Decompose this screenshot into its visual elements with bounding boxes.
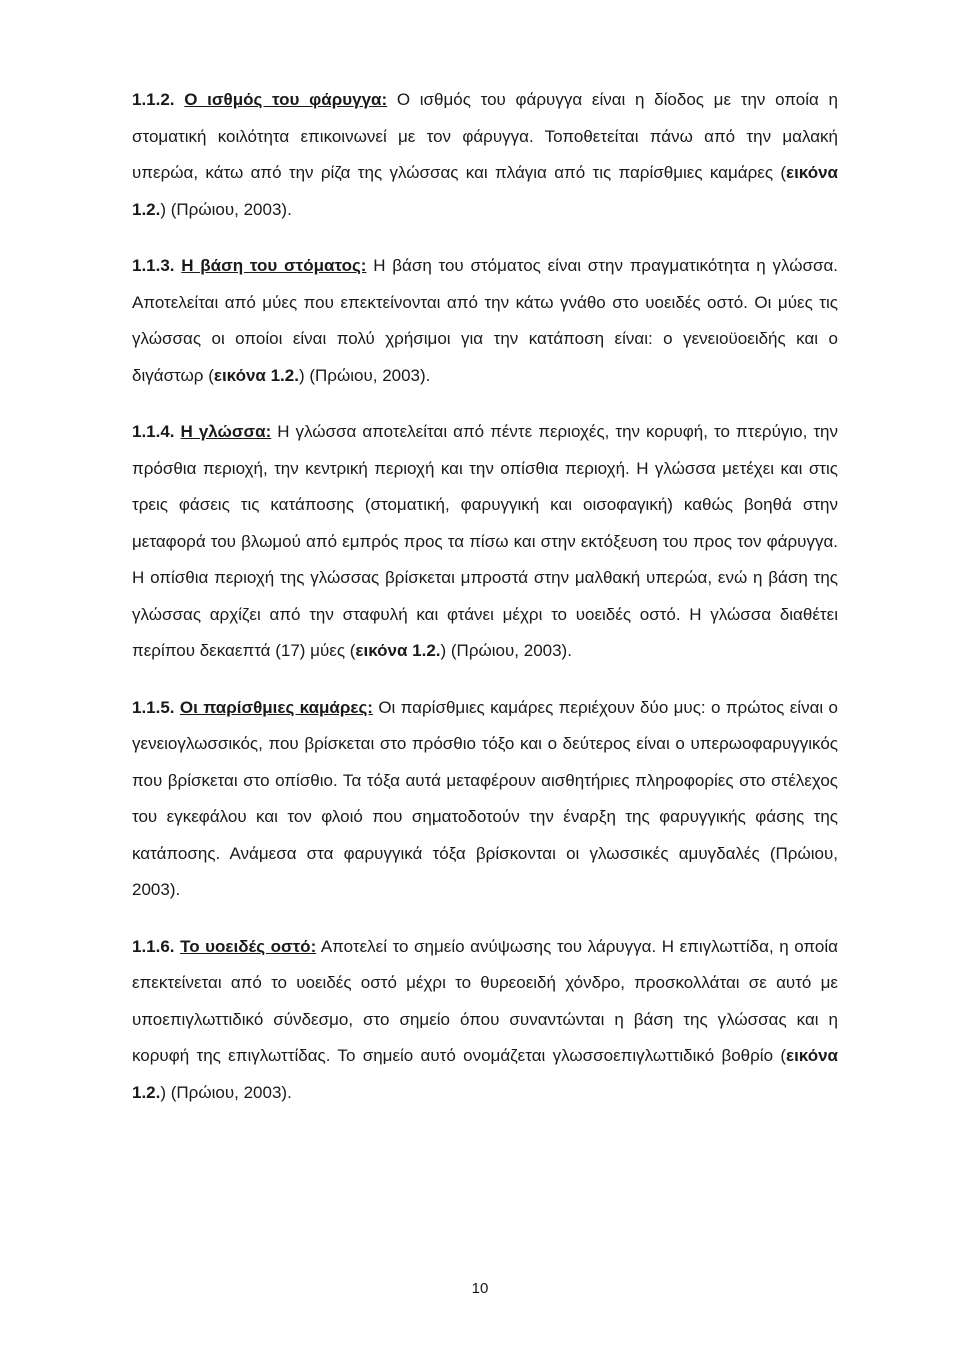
figure-reference: εικόνα 1.2.: [132, 163, 838, 219]
section-text: Αποτελεί το σημείο ανύψωσης του λάρυγγα. Η επιγλωττίδα, η οποία επεκτείνεται από το υοειδές οστό μέχρι το θυρεοειδή χόνδρο, προσκολλάται σε αυτό με υποεπιγλωττιδικό σύνδεσμο, στο σημείο όπου συναντώνται η βάση της γλώσσας και η κορυφή της επιγλωττίδας. Το σημείο αυτό ονομάζεται γλωσσοεπιγλωττιδικό βοθρίο (: [132, 936, 838, 1065]
section-number: 1.1.4.: [132, 422, 175, 441]
section-text: Ο ισθμός του φάρυγγα είναι η δίοδος με την οποία η στοματική κοιλότητα επικοινωνεί με τον φάρυγγα. Τοποθετείται πάνω από την μαλακή υπερώα, κάτω από την ρίζα της γλώσσας και πλάγια από τις παρίσθμιες καμάρες (: [132, 90, 838, 182]
section-text-end: ) (Πρώιου, 2003).: [160, 1082, 292, 1102]
section-text: Η γλώσσα αποτελείται από πέντε περιοχές, την κορυφή, το πτερύγιο, την πρόσθια περιοχή, την κεντρική περιοχή και την οπίσθια περιοχή. Η γλώσσα μετέχει και στις τρεις φάσεις τις κατάποσης (στοματική, φαρυγγική και οισοφαγική) καθώς βοηθά στην μεταφορά του βλωμού από εμπρός προς τα πίσω και στην εκτόξευση του προς τον φάρυγγα. Η οπίσθια περιοχή της γλώσσας βρίσκεται μπροστά στην μαλθακή υπερώα, ενώ η βάση της γλώσσας αρχίζει από την σταφυλή και φτάνει μέχρι το υοειδές οστό. Η γλώσσα διαθέτει περίπου δεκαεπτά (17) μύες (: [132, 422, 838, 660]
section-heading: Η γλώσσα:: [180, 422, 272, 441]
section-1-1-4: [132, 414, 838, 670]
section-number: 1.1.6.: [132, 936, 175, 956]
section-text: Οι παρίσθμιες καμάρες περιέχουν δύο μυς: ο πρώτος είναι ο γενειογλωσσικός, που βρίσκεται στο πρόσθιο τόξο και ο δεύτερος είναι ο υπερωοφαρυγγικός που βρίσκεται στο οπίσθιο. Τα τόξα αυτά μεταφέρουν αισθητήριες πληροφορίες στο στέλεχος του εγκεφάλου και τον φλοιό που σηματοδοτούν την έναρξη της φαρυγγικής φάσης της κατάποσης. Ανάμεσα στα φαρυγγικά τόξα βρίσκονται οι γλωσσικές αμυγδαλές (Πρώιου, 2003).: [132, 697, 838, 899]
section-number: 1.1.5.: [132, 697, 175, 717]
figure-reference: εικόνα 1.2.: [132, 1046, 838, 1102]
figure-reference: εικόνα 1.2.: [213, 365, 299, 385]
section-heading: Ο ισθμός του φάρυγγα:: [184, 90, 388, 109]
section-1-1-3: [132, 248, 838, 394]
section-text-end: ) (Πρώιου, 2003).: [440, 641, 572, 660]
section-number: 1.1.3.: [132, 256, 175, 275]
section-1-1-2: [132, 82, 838, 228]
figure-reference: εικόνα 1.2.: [355, 641, 441, 660]
section-1-1-6: [132, 929, 838, 1112]
section-1-1-5: [132, 690, 838, 909]
section-text: Η βάση του στόματος είναι στην πραγματικότητα η γλώσσα. Αποτελείται από μύες που επεκτείνονται από την κάτω γνάθο στο υοειδές οστό. Οι μύες τις γλώσσας οι οποίοι είναι πολύ χρήσιμοι για την κατάποση είναι: ο γενειοϋοειδής και ο διγάστωρ (: [132, 256, 838, 385]
section-text-end: ) (Πρώιου, 2003).: [160, 199, 292, 219]
page-number: 10: [471, 1280, 489, 1297]
section-heading: Το υοειδές οστό:: [180, 936, 317, 956]
section-heading: Οι παρίσθμιες καμάρες:: [179, 697, 373, 717]
document-page: [132, 82, 838, 1131]
section-number: 1.1.2.: [132, 90, 175, 109]
section-heading: Η βάση του στόματος:: [181, 256, 367, 275]
section-text-end: ) (Πρώιου, 2003).: [298, 365, 431, 385]
